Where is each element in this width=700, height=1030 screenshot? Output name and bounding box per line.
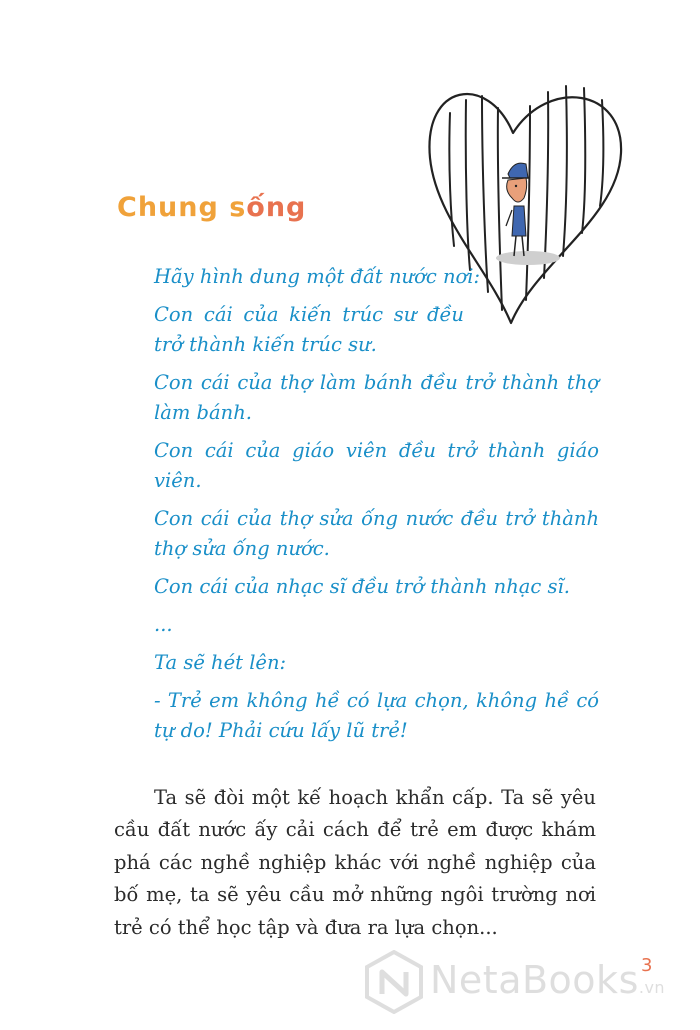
title-part-1: Chung s: [117, 192, 247, 223]
page-number: 3: [641, 955, 653, 976]
body-paragraph: Ta sẽ đòi một kế hoạch khẩn cấp. Ta sẽ yêu cầu đất nước ấy cải cách để trẻ em được khám phá các nghề nghiệp khác với nghề nghiệp của bố mẹ, ta sẽ yêu cầu mở những ngôi trường nơi trẻ có thể học tập và đưa ra lựa chọn...: [114, 785, 596, 939]
poem-line: Con cái của giáo viên đều trở thành giáo viên.: [154, 439, 599, 492]
poem-line: Con cái của kiến trúc sư đều trở thành kiến trúc sư.: [154, 303, 464, 356]
poem-line: ...: [154, 613, 173, 636]
page-title: [117, 192, 306, 223]
poem-line: Hãy hình dung một đất nước nơi:: [154, 265, 481, 288]
poem-line: - Trẻ em không hề có lựa chọn, không hề có tự do! Phải cứu lấy lũ trẻ!: [154, 689, 599, 742]
watermark-logo-icon: [364, 950, 424, 1014]
poem-line: Ta sẽ hét lên:: [154, 651, 287, 674]
poem-line: Con cái của thợ làm bánh đều trở thành thợ làm bánh.: [154, 371, 599, 424]
watermark-brand: NetaBooks: [430, 958, 639, 1002]
watermark-suffix: .vn: [638, 978, 666, 997]
poem-line: Con cái của nhạc sĩ đều trở thành nhạc sĩ.: [154, 575, 570, 598]
title-part-2: ống: [246, 192, 307, 223]
poem-line: Con cái của thợ sửa ống nước đều trở thành thợ sửa ống nước.: [154, 507, 599, 560]
man-figure: [502, 163, 530, 256]
poem-block: [154, 262, 599, 754]
watermark-text: [430, 958, 665, 1002]
